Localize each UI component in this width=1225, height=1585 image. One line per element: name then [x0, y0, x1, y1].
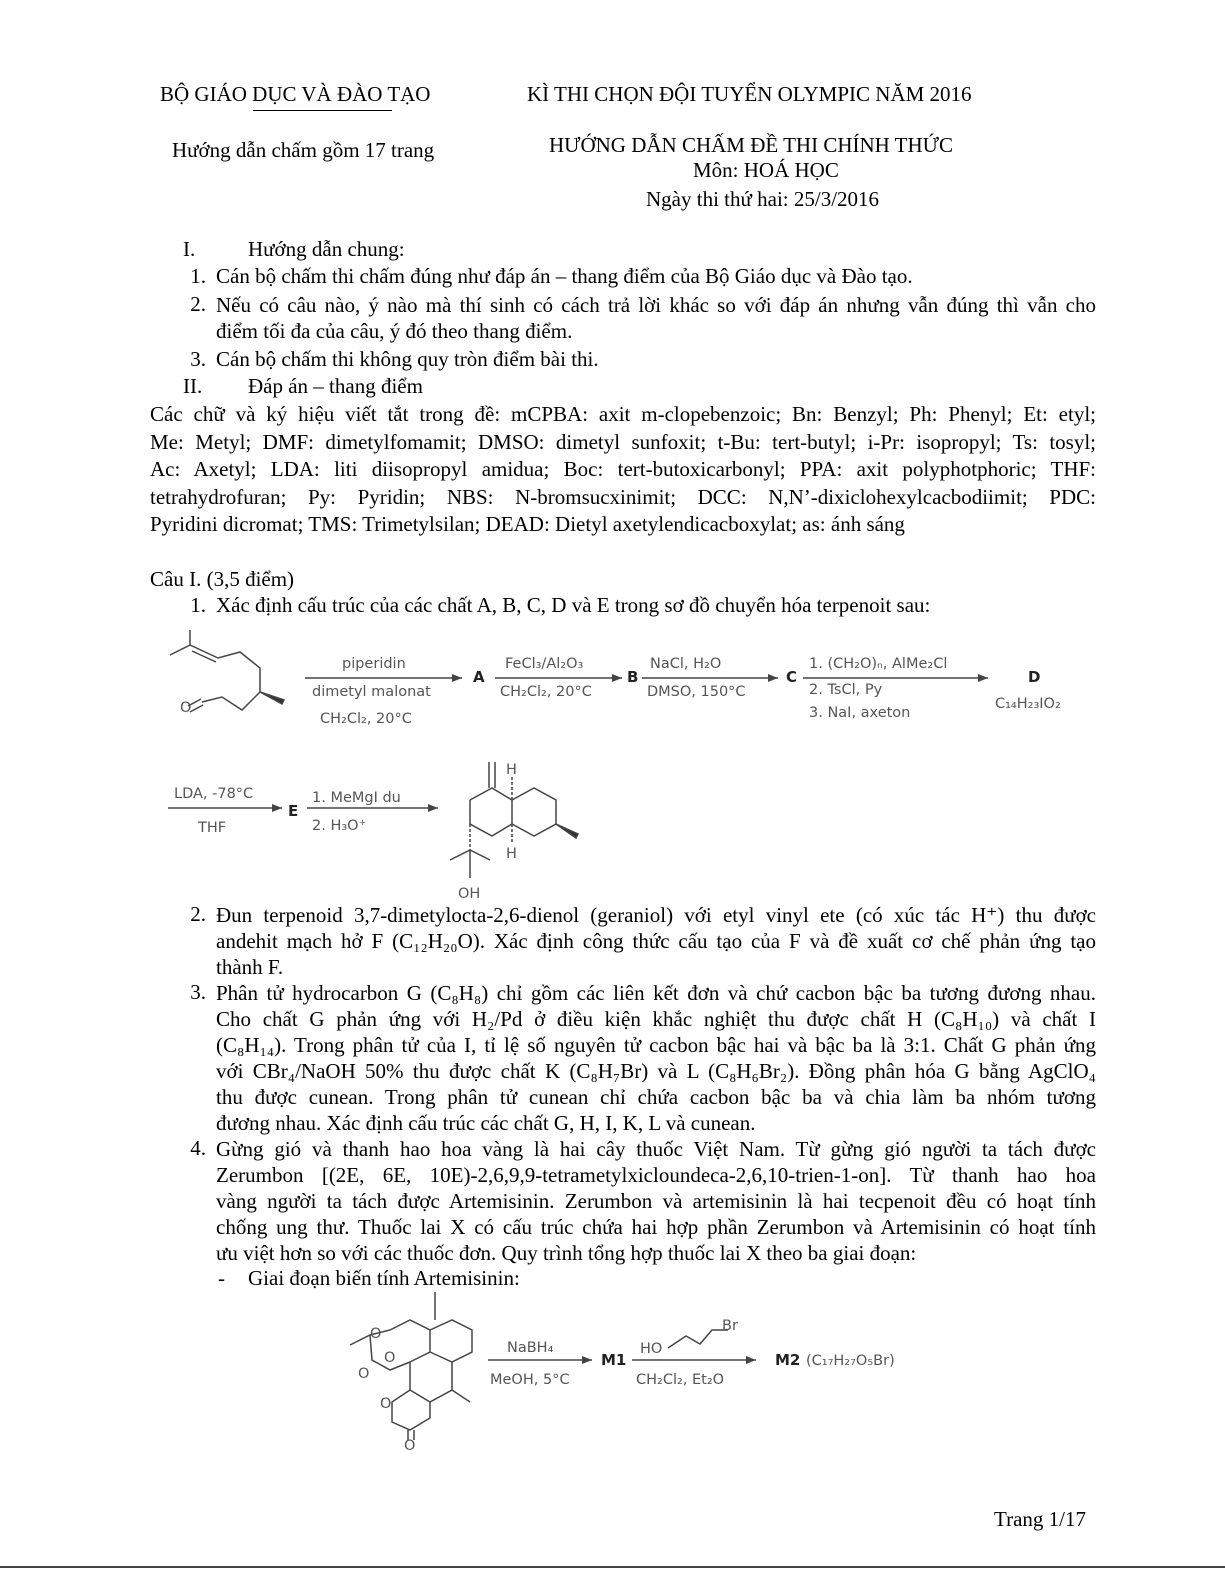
reagent-label: HO: [640, 1341, 663, 1357]
question-2-text: [216, 902, 1096, 980]
arrow-head: [768, 674, 778, 682]
reagent-label: MeOH, 5°C: [490, 1372, 570, 1388]
reagent-label: piperidin: [342, 656, 406, 672]
text-line: ưu việt hơn so với các thuốc đơn. Quy trình tổng hợp thuốc lai X theo ba giai đoạn:: [216, 1241, 917, 1265]
guide-title: HƯỚNG DẪN CHẤM ĐỀ THI CHÍNH THỨC: [549, 133, 953, 157]
skeleton-bond: [190, 645, 260, 692]
skeleton-bond: [202, 692, 260, 710]
question-4-text: [216, 1136, 1096, 1266]
double-bond: [192, 651, 216, 662]
compound-label: E: [288, 802, 299, 820]
atom-label: Br: [722, 1318, 738, 1334]
text-line: Phân tử hydrocarbon G (C₈H₈) chỉ gồm các liên kết đơn và chứ cacbon bậc ba tương đương nhau.: [216, 981, 1096, 1005]
text-line: chống ung thư. Thuốc lai X có cấu trúc chứa hai hợp phần Zerumbon và Artemisinin có hoạt tính: [216, 1215, 1096, 1239]
subject: Môn: HOÁ HỌC: [693, 158, 839, 182]
atom-label: O: [380, 1396, 392, 1412]
abbrev-line: Pyridini dicromat; TMS: Trimetylsilan; DEAD: Dietyl axetylendicacboxylat; as: ánh sáng: [150, 512, 905, 536]
atom-label: OH: [458, 886, 481, 902]
question-1-text: Xác định cấu trúc của các chất A, B, C, D và E trong sơ đồ chuyển hóa terpenoit sau:: [216, 593, 931, 617]
text-line: thu được cunean. Trong phân tử cunean chỉ chứa cacbon bậc ba và chia làm ba nhóm tương: [216, 1085, 1096, 1109]
compound-label: B: [627, 668, 639, 686]
ring-bond: [392, 1390, 430, 1430]
compound-label: D: [1028, 668, 1041, 686]
wedge-bond: [260, 692, 284, 704]
arrow-head: [978, 674, 988, 682]
text-line: (C₈H₁₄). Trong phân tử của I, tỉ lệ số nguyên tử cacbon bậc hai và bậc ba là 3:1. Chất G phản ứng: [216, 1033, 1096, 1057]
wedge-bond: [556, 824, 578, 838]
list-item: [216, 292, 1096, 344]
atom-label: O: [180, 700, 192, 716]
list-number: 1.: [190, 264, 206, 288]
abbrev-line: tetrahydrofuran; Py: Pyridin; NBS: N-bromsucxinimit; DCC: N,N’-dixiclohexylcacbodiimit; PDC:: [150, 485, 1096, 509]
arrow-head: [272, 804, 282, 812]
molecular-formula: C₁₄H₂₃IO₂: [995, 696, 1061, 712]
reagent-label: FeCl₃/Al₂O₃: [505, 656, 584, 672]
reagent-label: NaBH₄: [507, 1340, 554, 1356]
section-heading-answers: Đáp án – thang điểm: [248, 374, 423, 398]
abbrev-line: Me: Metyl; DMF: dimetylfomamit; DMSO: dimetyl sunfoxit; t-Bu: tert-butyl; i-Pr: isopropyl; Ts: tosyl;: [150, 430, 1096, 454]
list-number: 3.: [190, 980, 206, 1004]
reagent-label: 3. NaI, axeton: [809, 705, 911, 721]
atom-label: O: [358, 1366, 370, 1382]
ministry-name: BỘ GIÁO DỤC VÀ ĐÀO TẠO: [160, 82, 431, 106]
list-item-line: điểm tối đa của câu, ý đó theo thang điểm.: [216, 319, 573, 343]
text-line: đương nhau. Xác định cấu trúc các chất G, H, I, K, L và cunean.: [216, 1111, 756, 1135]
text-line: Đun terpenoid 3,7-dimetylocta-2,6-dienol (geraniol) với etyl vinyl ete (có xúc tác H⁺) thu được: [216, 903, 1096, 927]
roman-numeral-1: I.: [183, 237, 196, 261]
reagent-label: DMSO, 150°C: [647, 684, 746, 700]
atom-label: H: [506, 762, 517, 778]
exam-date: Ngày thi thứ hai: 25/3/2016: [646, 187, 880, 211]
methyl-bond: [452, 1390, 470, 1402]
page-number: Trang 1/17: [994, 1507, 1086, 1531]
reagent-label: CH₂Cl₂, 20°C: [500, 684, 592, 700]
reagent-label: THF: [198, 820, 227, 836]
reagent-label: dimetyl malonat: [312, 684, 431, 700]
section-heading-general: Hướng dẫn chung:: [248, 237, 405, 261]
list-number: 2.: [190, 902, 206, 926]
atom-label: O: [404, 1438, 416, 1454]
reagent-label: 2. TsCl, Py: [809, 682, 883, 698]
molecular-formula: (C₁₇H₂₇O₅Br): [806, 1353, 895, 1369]
text-line: andehit mạch hở F (C₁₂H₂₀O). Xác định công thức cấu tạo của F và đề xuất cơ chế phản ứng tạo: [216, 929, 1096, 953]
arrow-head: [428, 804, 438, 812]
ring-bond: [512, 788, 556, 836]
page-bottom-border: [0, 1566, 1225, 1568]
stage-title: Giai đoạn biến tính Artemisinin:: [248, 1266, 520, 1290]
abbrev-line: Ac: Axetyl; LDA: liti diisopropyl amidua; Boc: tert-butoxicarbonyl; PPA: axit polyphotphoric; THF:: [150, 457, 1096, 481]
abbrev-line: Các chữ và ký hiệu viết tắt trong đề: mCPBA: axit m-clopebenzoic; Bn: Benzyl; Ph: Phenyl; Et: etyl;: [150, 402, 1096, 426]
atom-label: O: [384, 1350, 396, 1366]
reagent-label: CH₂Cl₂, Et₂O: [636, 1372, 725, 1388]
text-line: Zerumbon [(2E, 6E, 10E)-2,6,9,9-tetrametylxicloundeca-2,6,10-trien-1-on]. Từ thanh hao hoa: [216, 1163, 1096, 1187]
list-number: 1.: [190, 593, 206, 617]
text-line: thành F.: [216, 955, 284, 979]
question-title: Câu I. (3,5 điểm): [150, 567, 295, 591]
ring-bond: [410, 1362, 452, 1402]
ring-bond: [470, 788, 512, 836]
reagent-label: LDA, -78°C: [174, 786, 254, 802]
skeleton-bond: [668, 1330, 728, 1348]
list-item: Cán bộ chấm thi chấm đúng như đáp án – thang điểm của Bộ Giáo dục và Đào tạo.: [216, 264, 913, 288]
compound-label: M1: [601, 1351, 627, 1369]
compound-label: A: [473, 668, 485, 686]
arrow-head: [746, 1356, 756, 1364]
compound-label: M2: [775, 1351, 801, 1369]
list-item: Cán bộ chấm thi không quy tròn điểm bài thi.: [216, 347, 599, 371]
arrow-head: [612, 674, 622, 682]
list-number: 4.: [190, 1136, 206, 1160]
carbonyl-bond: [190, 705, 203, 712]
text-line: Gừng gió và thanh hao hoa vàng là hai cây thuốc Việt Nam. Từ gừng gió người ta tách được: [216, 1137, 1096, 1161]
question-3-text: [216, 980, 1096, 1136]
atom-label: O: [370, 1326, 382, 1342]
exam-title: KÌ THI CHỌN ĐỘI TUYỂN OLYMPIC NĂM 2016: [527, 82, 972, 106]
reagent-label: 1. (CH₂O)ₙ, AlMe₂Cl: [809, 656, 948, 672]
text-line: vàng người ta tách được Artemisinin. Zerumbon và artemisinin là hai tecpenoit đều có hoạt tính: [216, 1189, 1096, 1213]
reaction-scheme-1: [160, 630, 1100, 740]
text-line: Cho chất G phản ứng với H₂/Pd ở điều kiện khắc nghiệt thu được chất H (C₈H₁₀) và chất I: [216, 1007, 1096, 1031]
roman-numeral-2: II.: [183, 374, 203, 398]
reaction-scheme-3: [320, 1290, 960, 1455]
skeleton-bond: [170, 630, 190, 655]
list-number: 2.: [190, 292, 206, 316]
list-number: 3.: [190, 347, 206, 371]
ring-bond: [390, 1320, 430, 1362]
list-item-line: Nếu có câu nào, ý nào mà thí sinh có cách trả lời khác so với đáp án nhưng vẫn đúng thì vẫn cho: [216, 293, 1096, 317]
arrow-head: [452, 674, 462, 682]
stage-dash: -: [218, 1266, 225, 1290]
header-underline: [253, 110, 392, 111]
atom-label: H: [506, 846, 517, 862]
reaction-scheme-2: [160, 760, 660, 905]
reagent-label: CH₂Cl₂, 20°C: [320, 711, 412, 727]
compound-label: C: [786, 668, 798, 686]
reagent-label: NaCl, H₂O: [650, 656, 722, 672]
text-line: với CBr₄/NaOH 50% thu được chất K (C₈H₇Br) và L (C₈H₆Br₂). Đồng phân hóa G bằng AgClO₄: [216, 1059, 1096, 1083]
ring-bond: [430, 1320, 472, 1362]
reagent-label: 2. H₃O⁺: [312, 818, 367, 834]
arrow-head: [582, 1356, 592, 1364]
reagent-label: 1. MeMgI du: [312, 790, 401, 806]
pages-note: Hướng dẫn chấm gồm 17 trang: [172, 138, 435, 162]
